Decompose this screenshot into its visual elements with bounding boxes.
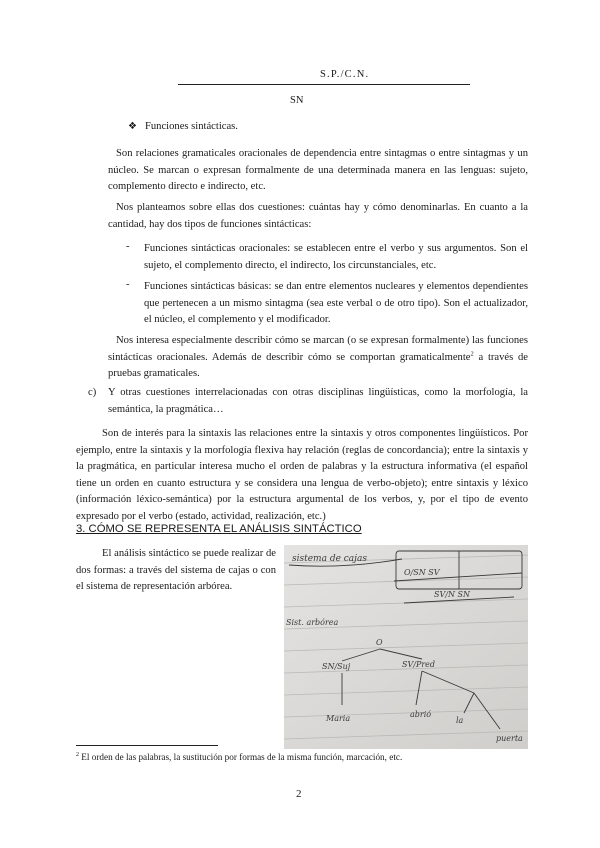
- bullet-heading: [128, 121, 238, 132]
- paragraph-interest: [108, 333, 528, 383]
- list-label-c: c): [88, 387, 97, 398]
- note-line-4: Sist. arbórea: [286, 618, 339, 627]
- footnote-reference[interactable]: 2: [470, 349, 474, 357]
- footnote-rule: [76, 745, 218, 746]
- page-subtitle: SN: [290, 95, 304, 106]
- paragraph-interest-a: Nos interesa especialmente describir cómo se marcan (o se expresan formalmente) las funciones sintácticas oracionales. Además de describir cómo se comportan gramaticalmente: [108, 335, 528, 363]
- paragraph-questions: Nos planteamos sobre ellas dos cuestiones: cuántas hay y cómo denominarlas. En cuanto a la cantidad, hay dos tipos de funciones sintácticas:: [108, 202, 528, 230]
- tree-node-sn: SN/Suj: [322, 662, 351, 671]
- paragraph-definition: Son relaciones gramaticales oracionales de dependencia entre sintagmas o entre sintagmas y un núcleo. Se marcan o expresan formalmente de una determinada manera en las lenguas: sujeto, complemento directo e indirecto, etc.: [108, 148, 528, 192]
- tree-node-sv: SV/Pred: [402, 660, 436, 669]
- dash-item-oracionales: Funciones sintácticas oracionales: se establecen entre el verbo y sus argumentos. Son el sujeto, el complemento directo, el indirecto, los circunstanciales, etc.: [144, 243, 528, 271]
- bullet-heading-text: Funciones sintácticas.: [144, 121, 238, 132]
- footnote: [76, 752, 402, 762]
- dash-bullet-icon: -: [126, 279, 130, 290]
- note-line-1: sistema de cajas: [292, 554, 367, 564]
- tree-node-top: O: [376, 638, 383, 647]
- section-paragraph: El análisis sintáctico se puede realizar de dos formas: a través del sistema de cajas o con el sistema de representación arbórea.: [76, 548, 276, 592]
- tree-leaf-3: la: [456, 716, 464, 725]
- dash-bullet-icon: -: [126, 241, 130, 252]
- footnote-text: El orden de las palabras, la sustitución por formas de la misma función, marcación, etc.: [81, 752, 403, 763]
- section-heading: 3. CÓMO SE REPRESENTA EL ANÁLISIS SINTÁCTICO: [76, 523, 362, 535]
- diamond-bullet-icon: ❖: [128, 121, 137, 132]
- footnote-mark: 2: [76, 752, 79, 758]
- dash-item-basicas: Funciones sintácticas básicas: se dan entre elementos nucleares y elementos dependientes que pertenecen a un mismo sintagma (sea este verbal o de otro tipo). Son el actualizador, el núcleo, el complemento y el modificador.: [144, 281, 528, 325]
- handwritten-notes-photo: [284, 545, 528, 749]
- header-rule: [178, 84, 470, 85]
- paragraph-interest-b: a través de pruebas gramaticales.: [108, 351, 528, 379]
- note-line-3: SV/N SN: [434, 590, 470, 599]
- notes-drawing: [284, 545, 528, 749]
- tree-leaf-1: Maria: [326, 714, 351, 723]
- page-number: 2: [296, 788, 302, 800]
- tree-leaf-4: puerta: [496, 734, 523, 743]
- tree-leaf-2: abrió: [410, 710, 432, 719]
- paragraph-interfaces: Son de interés para la sintaxis las relaciones entre la sintaxis y otros componentes lingüísticos. Por ejemplo, entre la sintaxis y la morfología flexiva hay relación (reglas de concordancia); entre la sintaxis y la pragmática, en particular interesa mucho el orden de palabras y la estructura informativa (el español tiene un orden en cuanto estructura y se considera una lengua de verbo-objeto); entre sintaxis y léxico (información léxico-semántica) por la estructura argumental de los verbos, y, por el tipo de evento expresado por el verbo (estado, actividad, realización, etc.): [76, 428, 528, 522]
- note-line-2: O/SN SV: [404, 568, 440, 577]
- list-item-c: Y otras cuestiones interrelacionadas con otras disciplinas lingüísticas, como la morfología, la semántica, la pragmática…: [108, 387, 528, 415]
- running-header: S.P./C.N.: [320, 69, 370, 80]
